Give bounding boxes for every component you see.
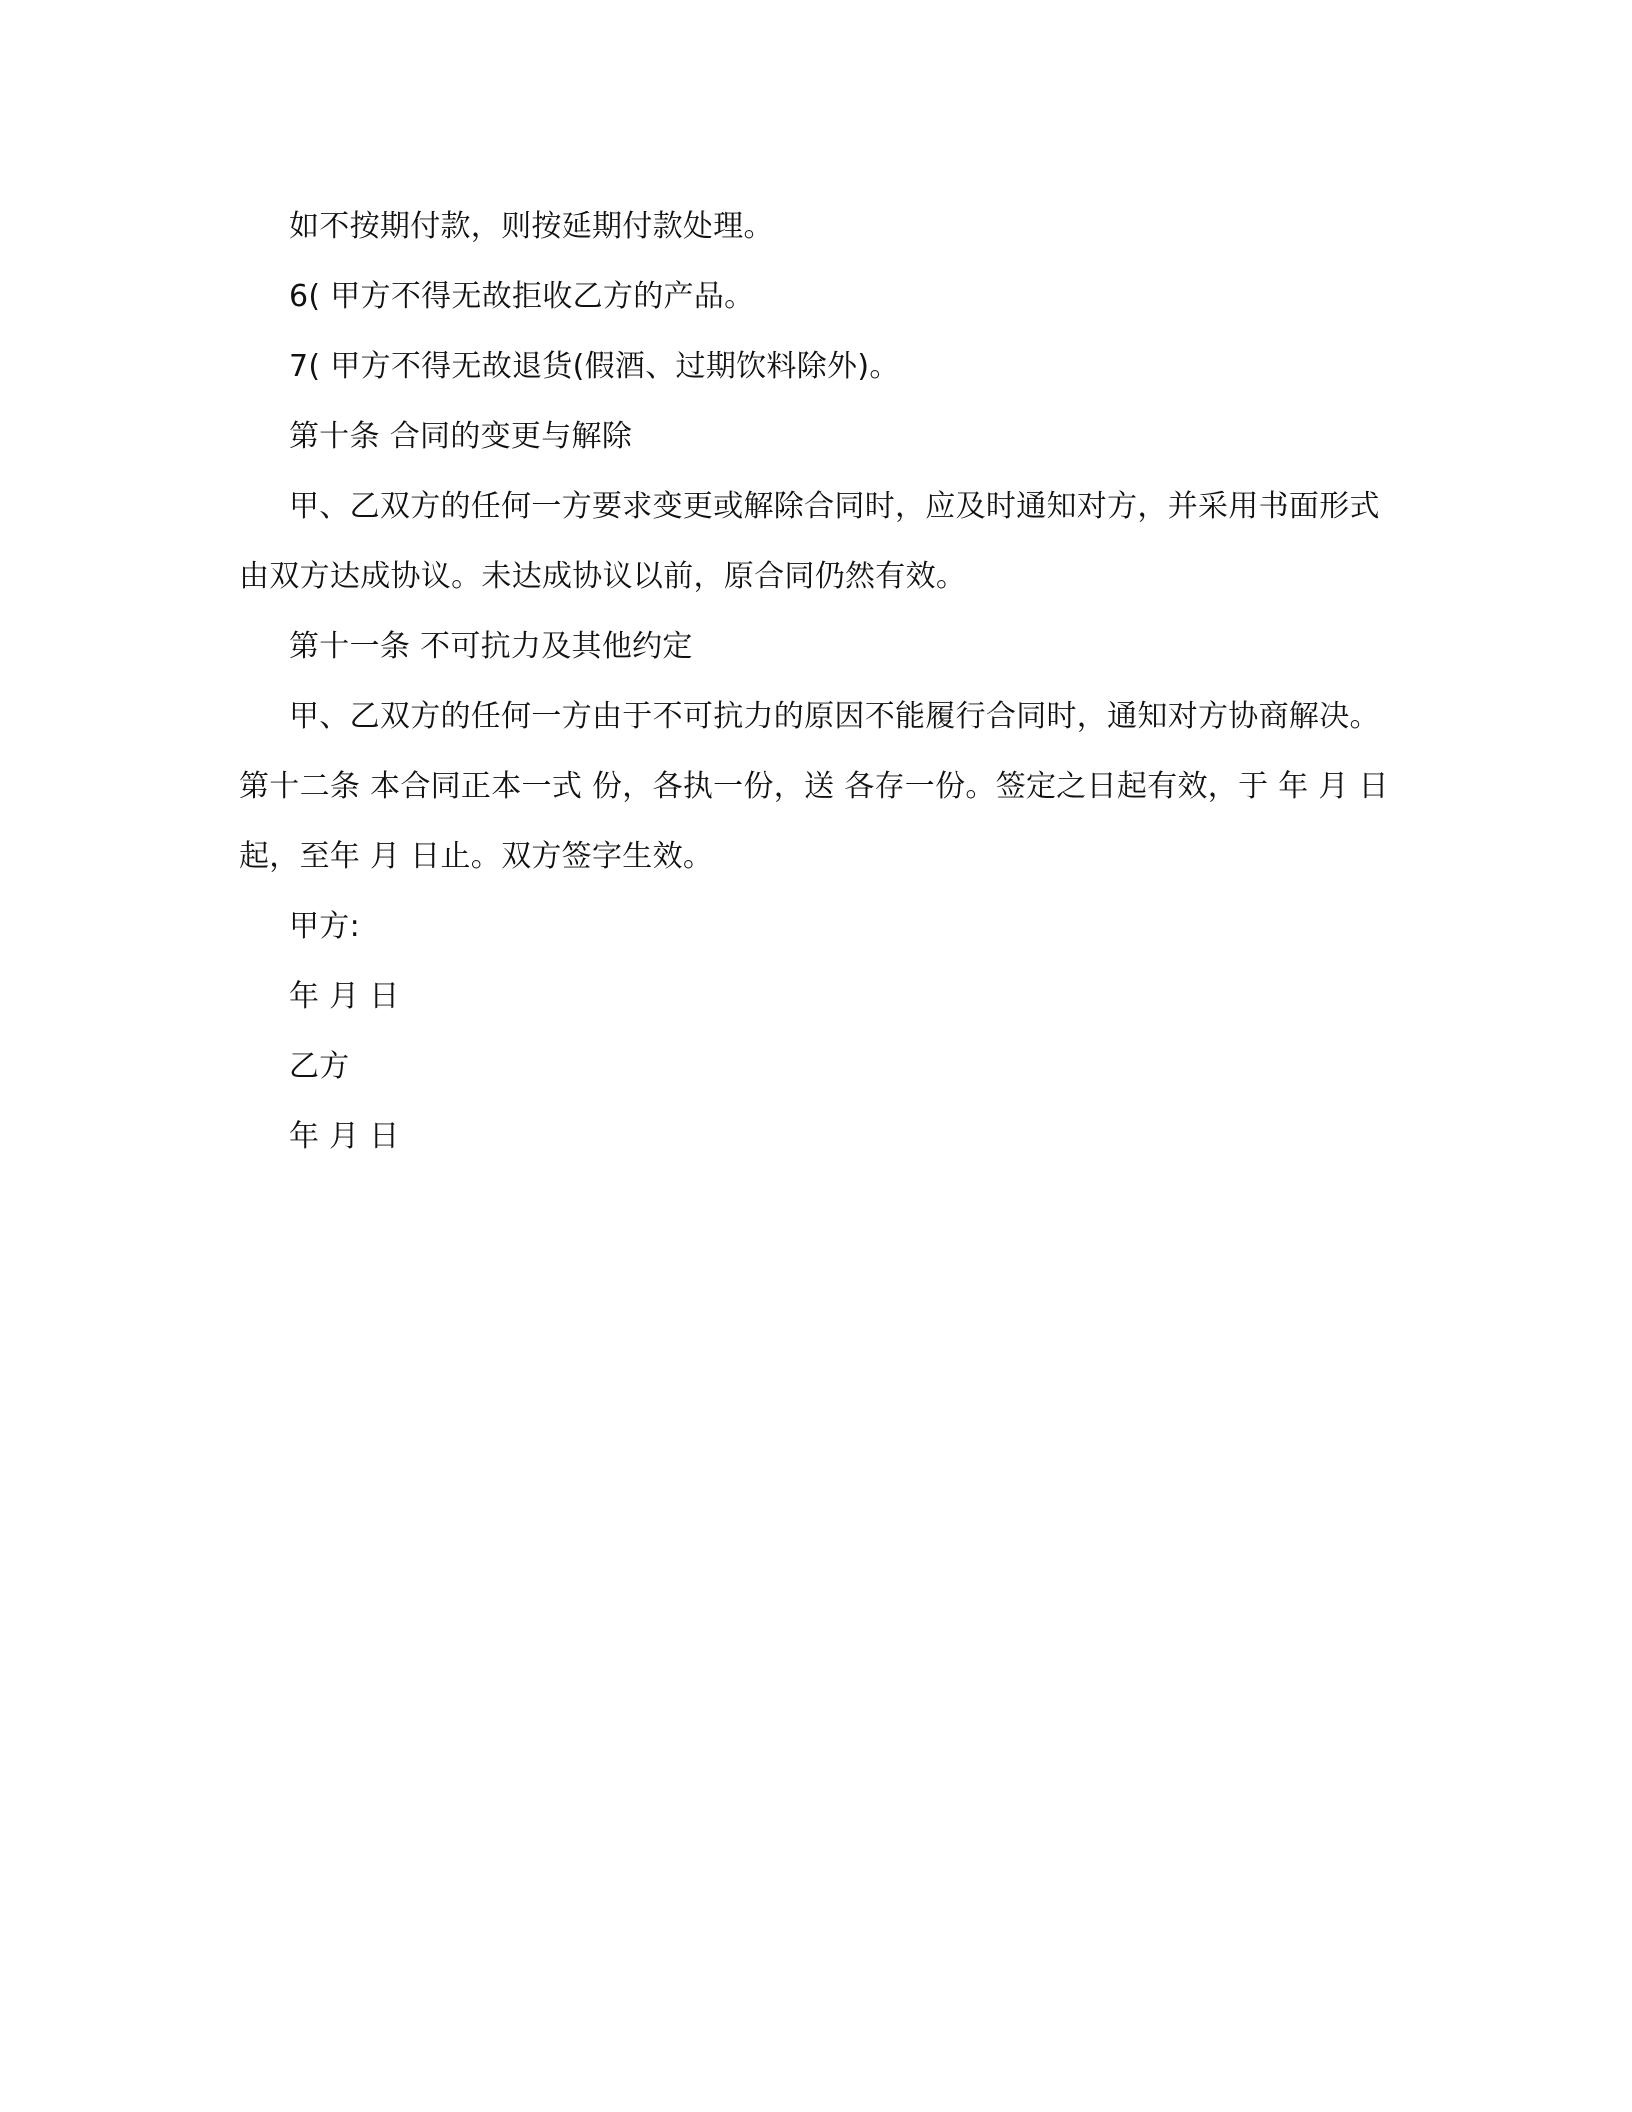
article-10-body: 甲、乙双方的任何一方要求变更或解除合同时，应及时通知对方，并采用书面形式由双方达成协议。未达成协议以前，原合同仍然有效。 — [239, 489, 1380, 594]
party-b-date: 年 月 日 — [289, 1119, 400, 1154]
paragraph-clause-7: 7( 甲方不得无故退货(假酒、过期饮料除外)。 — [289, 349, 900, 384]
paragraph-late-payment: 如不按期付款，则按延期付款处理。 — [289, 209, 774, 244]
article-10-heading: 第十条 合同的变更与解除 — [289, 419, 633, 454]
party-a-signature-label: 甲方: — [289, 909, 361, 944]
party-b-signature-label: 乙方 — [289, 1049, 350, 1084]
party-a-date: 年 月 日 — [289, 979, 400, 1014]
article-11-heading: 第十一条 不可抗力及其他约定 — [289, 629, 693, 664]
document-body — [239, 192, 1389, 1172]
article-11-12-body: 甲、乙双方的任何一方由于不可抗力的原因不能履行合同时，通知对方协商解决。 第十二条 本合同正本一式 份，各执一份，送 各存一份。签定之日起有效，于 年 月 日起，至年 月 日止。双方签字生效。 — [239, 699, 1389, 874]
paragraph-clause-6: 6( 甲方不得无故拒收乙方的产品。 — [289, 279, 755, 314]
